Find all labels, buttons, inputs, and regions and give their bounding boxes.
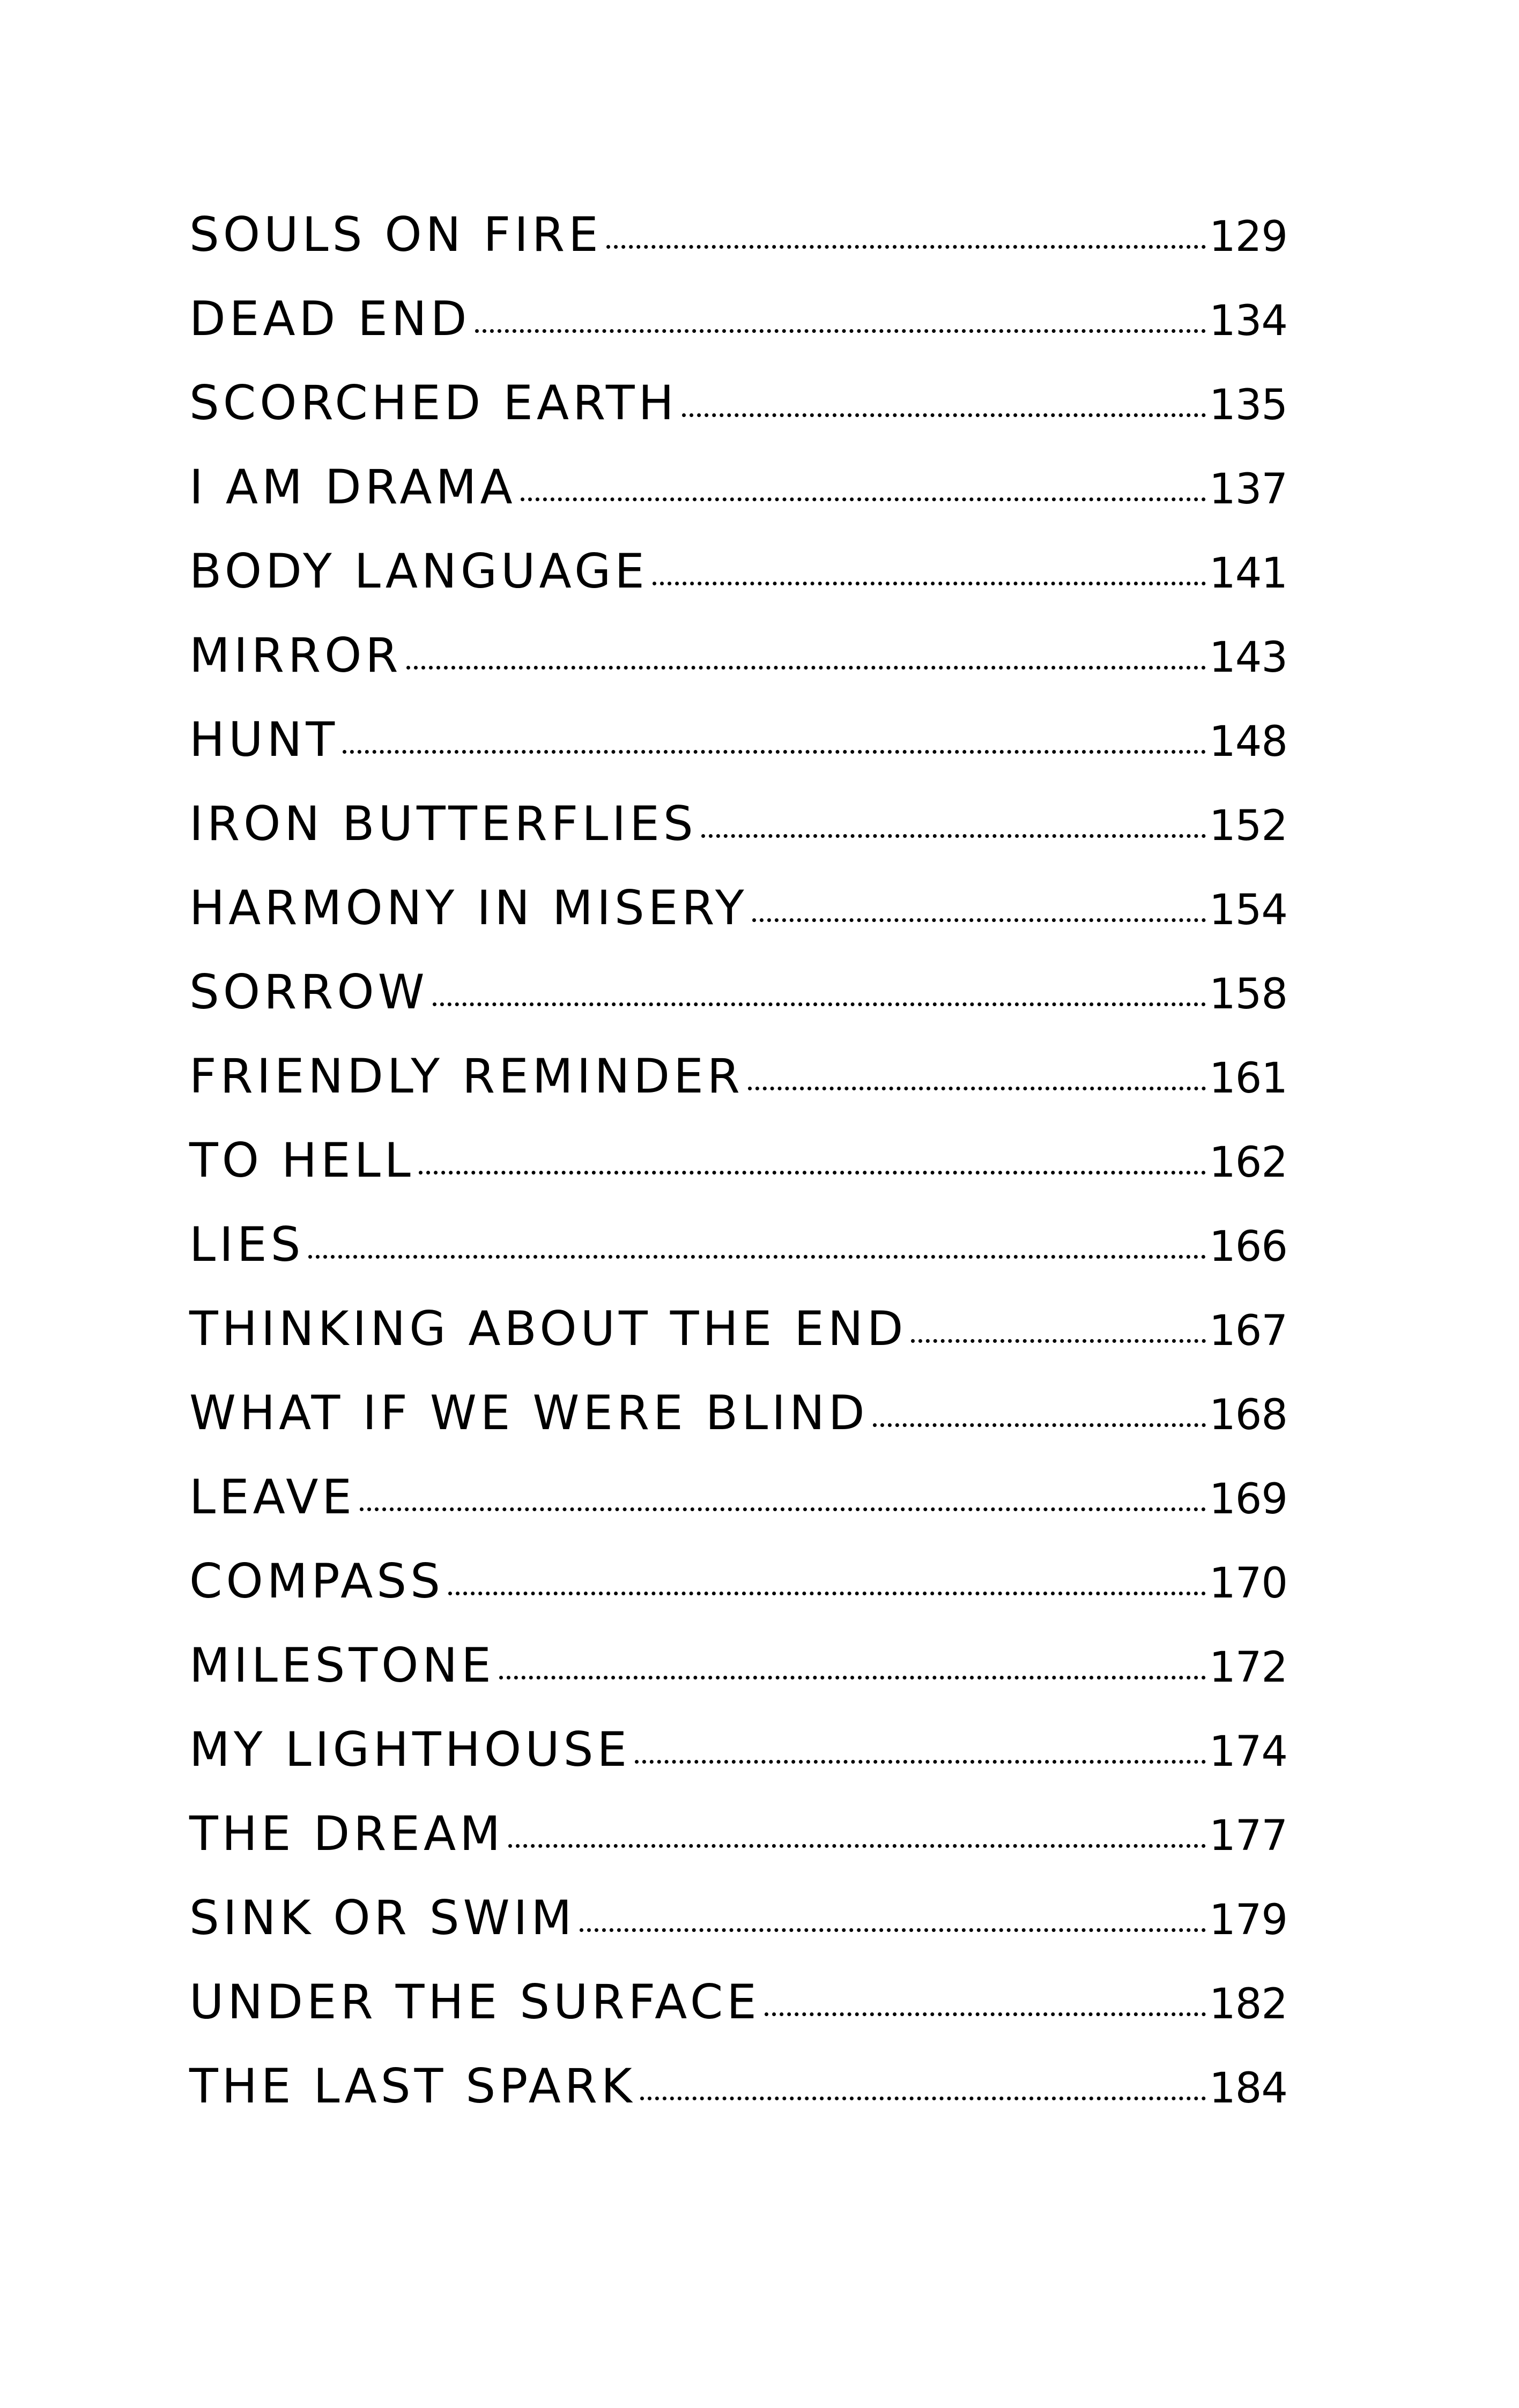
dot-leader [640, 2097, 1206, 2100]
toc-entry-page-number: 168 [1209, 1391, 1287, 1439]
toc-entry-title: SCORCHED EARTH [189, 375, 678, 430]
toc-entry [189, 796, 1287, 880]
toc-entry-title: MIRROR [189, 628, 402, 683]
toc-entry [189, 1554, 1287, 1638]
toc-entry-page-number: 135 [1209, 381, 1287, 429]
toc-entry [189, 1133, 1287, 1217]
toc-entry-page-number: 172 [1209, 1644, 1287, 1692]
toc-entry-title: IRON BUTTERFLIES [189, 796, 697, 851]
toc-entry-title: SOULS ON FIRE [189, 207, 602, 262]
toc-entry-page-number: 152 [1209, 802, 1287, 850]
toc-entry-title: SORROW [189, 964, 428, 1020]
dot-leader [308, 1255, 1206, 1259]
toc-entry [189, 1722, 1287, 1806]
dot-leader [748, 1087, 1206, 1090]
toc-entry-page-number: 143 [1209, 634, 1287, 682]
toc-entry-title: SINK OR SWIM [189, 1890, 576, 1945]
toc-entry-title: FRIENDLY REMINDER [189, 1049, 744, 1104]
toc-entry-page-number: 170 [1209, 1559, 1287, 1608]
dot-leader [448, 1592, 1206, 1595]
toc-entry [189, 544, 1287, 628]
toc-entry-page-number: 137 [1209, 465, 1287, 514]
toc-entry-page-number: 169 [1209, 1475, 1287, 1523]
dot-leader [406, 666, 1206, 670]
toc-entry [189, 1301, 1287, 1385]
toc-entry [189, 1385, 1287, 1469]
toc-entry-title: THE DREAM [189, 1806, 505, 1861]
dot-leader [499, 1676, 1206, 1679]
toc-entry [189, 375, 1287, 459]
toc-entry [189, 1217, 1287, 1301]
toc-entry-page-number: 148 [1209, 718, 1287, 766]
toc-entry-title: MY LIGHTHOUSE [189, 1722, 631, 1777]
toc-entry-title: WHAT IF WE WERE BLIND [189, 1385, 869, 1440]
dot-leader [873, 1423, 1206, 1427]
toc-entry-title: BODY LANGUAGE [189, 544, 648, 599]
dot-leader [635, 1760, 1206, 1764]
toc-entry [189, 1806, 1287, 1890]
dot-leader [653, 582, 1206, 585]
toc-entry-title: LEAVE [189, 1469, 355, 1525]
toc-entry [189, 1049, 1287, 1133]
toc-entry-page-number: 182 [1209, 1980, 1287, 2028]
dot-leader [752, 918, 1206, 922]
toc-entry-page-number: 154 [1209, 886, 1287, 934]
toc-entry-page-number: 174 [1209, 1728, 1287, 1776]
table-of-contents [189, 207, 1287, 2143]
dot-leader [701, 834, 1206, 838]
toc-entry [189, 1974, 1287, 2058]
dot-leader [580, 1928, 1206, 1932]
toc-entry-title: THINKING ABOUT THE END [189, 1301, 907, 1356]
toc-entry-page-number: 129 [1209, 213, 1287, 261]
toc-entry [189, 1890, 1287, 1974]
dot-leader [521, 497, 1206, 501]
toc-entry-page-number: 166 [1209, 1223, 1287, 1271]
dot-leader [419, 1171, 1206, 1175]
toc-entry-title: COMPASS [189, 1554, 444, 1609]
dot-leader [475, 329, 1206, 333]
toc-entry-page-number: 184 [1209, 2064, 1287, 2113]
toc-entry-page-number: 141 [1209, 549, 1287, 598]
toc-entry-title: TO HELL [189, 1133, 414, 1188]
toc-entry [189, 628, 1287, 712]
dot-leader [343, 750, 1206, 754]
dot-leader [682, 413, 1206, 417]
dot-leader [360, 1507, 1206, 1511]
toc-entry-title: LIES [189, 1217, 305, 1272]
toc-entry-page-number: 179 [1209, 1896, 1287, 1944]
toc-entry-page-number: 161 [1209, 1054, 1287, 1103]
dot-leader [911, 1339, 1206, 1343]
toc-entry-page-number: 158 [1209, 970, 1287, 1019]
toc-entry-title: HUNT [189, 712, 339, 767]
toc-entry-title: THE LAST SPARK [189, 2058, 636, 2114]
toc-entry [189, 1469, 1287, 1554]
toc-entry-title: I AM DRAMA [189, 459, 516, 515]
toc-entry-page-number: 162 [1209, 1139, 1287, 1187]
toc-entry-title: UNDER THE SURFACE [189, 1974, 760, 2030]
toc-entry-title: MILESTONE [189, 1638, 495, 1693]
toc-entry [189, 712, 1287, 796]
dot-leader [765, 2012, 1206, 2016]
toc-entry [189, 459, 1287, 544]
dot-leader [508, 1844, 1206, 1848]
toc-entry [189, 880, 1287, 964]
toc-entry-title: DEAD END [189, 291, 471, 346]
toc-entry [189, 2058, 1287, 2143]
toc-entry [189, 207, 1287, 291]
toc-entry-page-number: 167 [1209, 1307, 1287, 1355]
toc-entry-page-number: 134 [1209, 297, 1287, 345]
toc-entry [189, 964, 1287, 1049]
dot-leader [433, 1002, 1206, 1006]
toc-entry-title: HARMONY IN MISERY [189, 880, 748, 935]
toc-entry [189, 291, 1287, 375]
toc-entry [189, 1638, 1287, 1722]
toc-entry-page-number: 177 [1209, 1812, 1287, 1860]
dot-leader [606, 245, 1206, 249]
